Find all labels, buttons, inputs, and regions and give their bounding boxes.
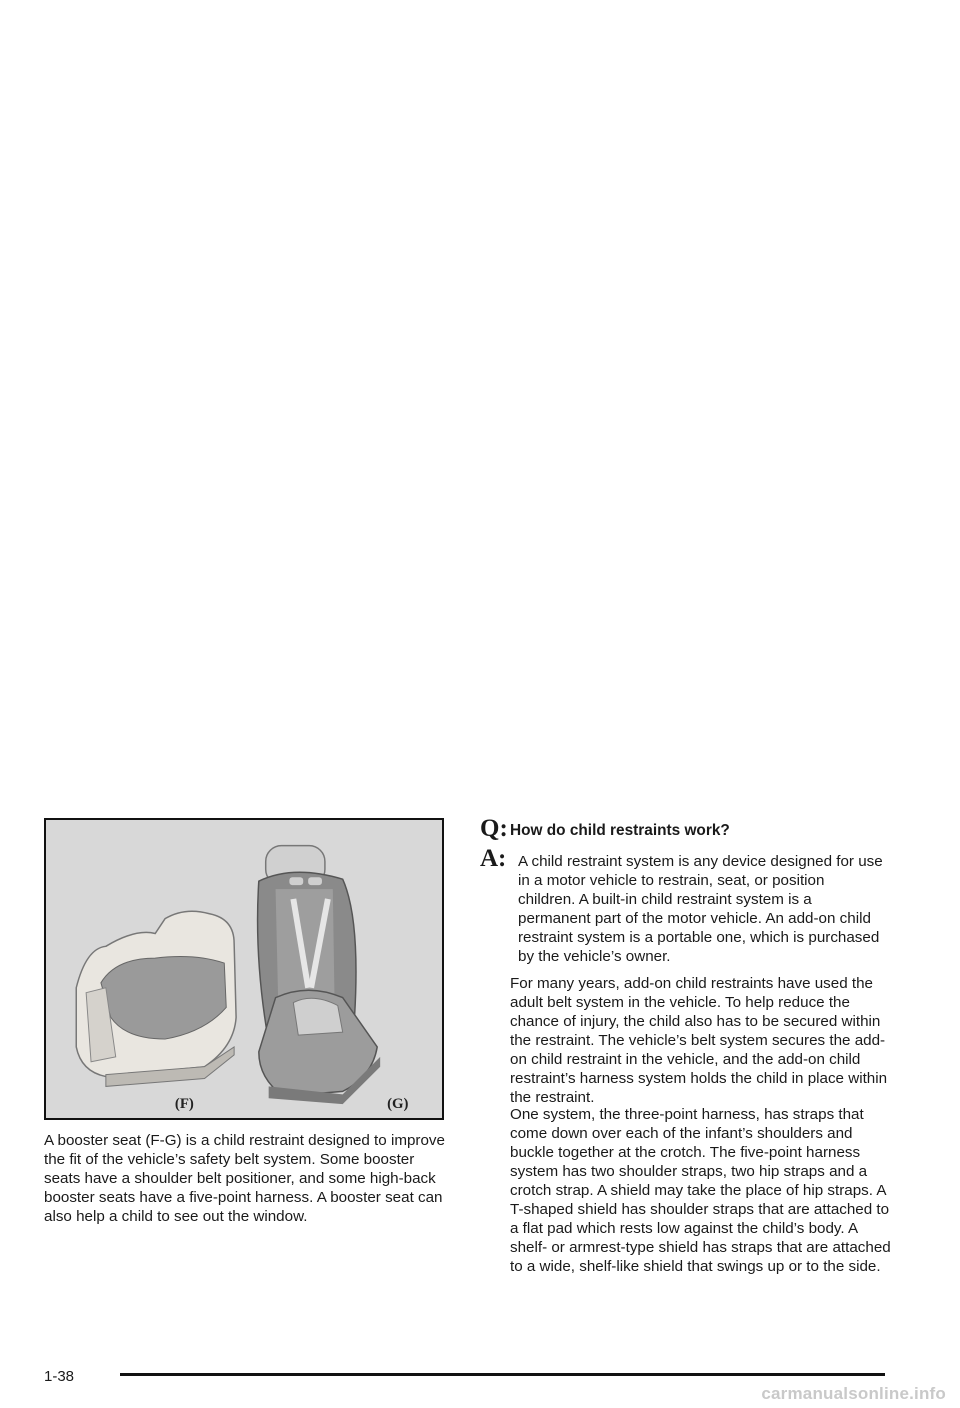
label-g: (G) [387,1096,409,1113]
footer-divider [120,1373,885,1376]
booster-seat-illustration [44,818,444,1120]
paragraph-belt-system: For many years, add-on child restraints have used the adult belt system in the vehicle. To help reduce the chance of injury, the child also has to be secured within the restraint. The vehicle’s belt system secures the add-on child restraint in the vehicle, and the add-on child restraint’s harness system holds the child in place within the restraint. [510,975,888,1106]
figure-caption: A booster seat (F-G) is a child restraint designed to improve the fit of the vehicle’s safety belt system. Some booster seats have a shoulder belt positioner, and some high-back booster seats have a five-point harness. A booster seat can also help a child to see out the window. [44,1132,445,1225]
paragraph-harness-types: One system, the three-point harness, has straps that come down over each of the infant’s shoulders and buckle together at the crotch. The five-point harness system has two shoulder straps, two hip straps and a crotch strap. A shield may take the place of hip straps. A T-shaped shield has shoulder straps that are attached to a flat pad which rests low against the child’s body. A shelf- or armrest-type shield has straps that are attached to a wide, shelf-like shield that swings up or to the side. [510,1106,891,1275]
question-marker: Q: [480,815,508,842]
question-text: How do child restraints work? [510,822,730,839]
answer-marker: A: [480,845,507,872]
answer-text: A child restraint system is any device designed for use in a motor vehicle to restrain, seat, or position children. A built-in child restraint system is a permanent part of the motor vehicle. An add-on child restraint system is a portable one, which is purchased by the vehicle’s owner. [518,853,883,965]
page-number: 1-38 [44,1368,75,1385]
watermark: carmanualsonline.info [761,1384,946,1403]
label-f: (F) [174,1096,194,1113]
